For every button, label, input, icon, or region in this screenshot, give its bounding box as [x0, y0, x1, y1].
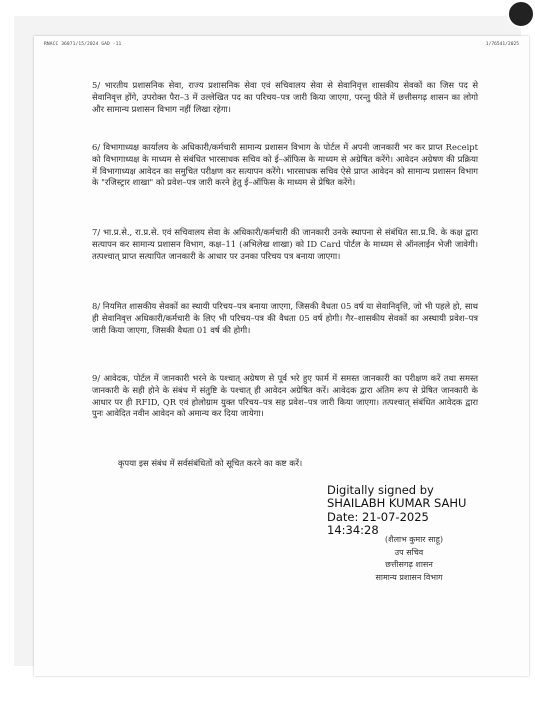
signatory-name: (शैलाभ कुमार साहू): [385, 535, 443, 544]
file-reference-number: RNACC 36071/15/2024 GAD -11: [44, 42, 122, 47]
digital-signature-date: Date: 21-07-2025: [327, 509, 429, 524]
signatory-government: छत्तीसगढ़ शासन: [385, 560, 433, 570]
paragraph-5: 5/ भारतीय प्रशासनिक सेवा, राज्य प्रशासनिक सेवा एवं सचिवालय सेवा से सेवानिवृत्त शासकीय सेवकों का जिस पद से सेवानिवृत्त होंगे, उपरोक्त पैरा–3 में उल्लेखित पद का परिचय–पत्र जारी किया जाएगा, परन्तु फीते में छत्तीसगढ़ शासन का लोगो और सामान्य प्रशासन विभाग नहीं लिखा रहेगा।: [92, 80, 478, 114]
digital-signature-stamp: [327, 484, 466, 538]
signatory-block: [334, 534, 484, 584]
paragraph-9: 9/ आवेदक, पोर्टल में जानकारी भरने के पश्चात् अग्रेषण से पूर्व भरे हुए फार्म में समस्त जानकारी का परीक्षण करें तथा समस्त जानकारी के सही होने के संबंध में संतुष्टि के पश्चात् ही आवेदन अग्रेषित करें। आवेदक द्वारा अंतिम रूप से प्रेषित जानकारी के आधार पर ही RFID, QR एवं होलोग्राम युक्त परिचय–पत्र सह प्रवेश–पत्र जारी किया जाएगा। तत्पश्चात् संबंधित आवेदक द्वारा पुनः आवेदित नवीन आवेदन को अमान्य कर दिया जायेगा।: [92, 373, 478, 419]
document-viewer-area: [14, 16, 521, 666]
paragraph-8: 8/ नियमित शासकीय सेवकों का स्थायी परिचय–पत्र बनाया जाएगा, जिसकी वैधता 05 वर्ष या सेवानिवृत्ति, जो भी पहले हो, साथ ही सेवानिवृत्त अधिकारी/कर्मचारी के लिए भी परिचय–पत्र की वैधता 05 वर्ष होगी। गैर–शासकीय सेवकों का अस्थायी प्रवेश–पत्र जारी किया जाएगा, जिसकी वैधता 01 वर्ष की होगी।: [92, 301, 478, 335]
digital-signature-line: Digitally signed by: [327, 483, 434, 497]
paragraph-7: 7/ भा.प्र.से., रा.प्र.से. एवं सचिवालय सेवा के अधिकारी/कर्मचारी की जानकारी उनके स्थापना से संबंधित सा.प्र.वि. के कक्ष द्वारा सत्यापन कर सामान्य प्रशासन विभाग, कक्ष–11 (अभिलेख शाखा) को ID Card पोर्टल के माध्यम से ऑनलाईन भेजी जावेगी। तत्पश्चात् प्राप्त सत्यापित जानकारी के आधार पर उनका परिचय पत्र बनाया जाएगा।: [92, 227, 478, 261]
document-page: [34, 36, 529, 676]
signatory-designation: उप सचिव: [394, 547, 424, 557]
signatory-department: सामान्य प्रशासन विभाग: [375, 572, 443, 582]
digital-signature-signer: SHAILABH KUMAR SAHU: [327, 496, 467, 511]
closing-request: कृपया इस संबंध में सर्वसंबंधितों को सूचित करने का कष्ट करें।: [118, 458, 303, 468]
digital-signature-time: 14:34:28: [327, 523, 379, 538]
receipt-number: 1/76541/2025: [485, 42, 519, 47]
paragraph-6: 6/ विभागाध्यक्ष कार्यालय के अधिकारी/कर्मचारी सामान्य प्रशासन विभाग के पोर्टल में अपनी जानकारी भर कर प्राप्त Receipt को विभागाध्यक्ष के माध्यम से संबंधित भारसाधक सचिव को ई–ऑफिस के माध्यम से अग्रेषित करेंगे। आवेदन अग्रेषण की प्रक्रिया में विभागाध्यक्ष आवेदन का समुचित परीक्षण कर सत्यापन करेंगे। भारसाधक सचिव ऐसे प्राप्त आवेदन को सामान्य प्रशासन विभाग के "रजिस्ट्रार शाखा" को प्रवेश–पत्र जारी करने हेतु ई–ऑफिस के माध्यम से प्रेषित करेंगे।: [92, 142, 478, 188]
floating-action-icon[interactable]: [507, 0, 535, 28]
